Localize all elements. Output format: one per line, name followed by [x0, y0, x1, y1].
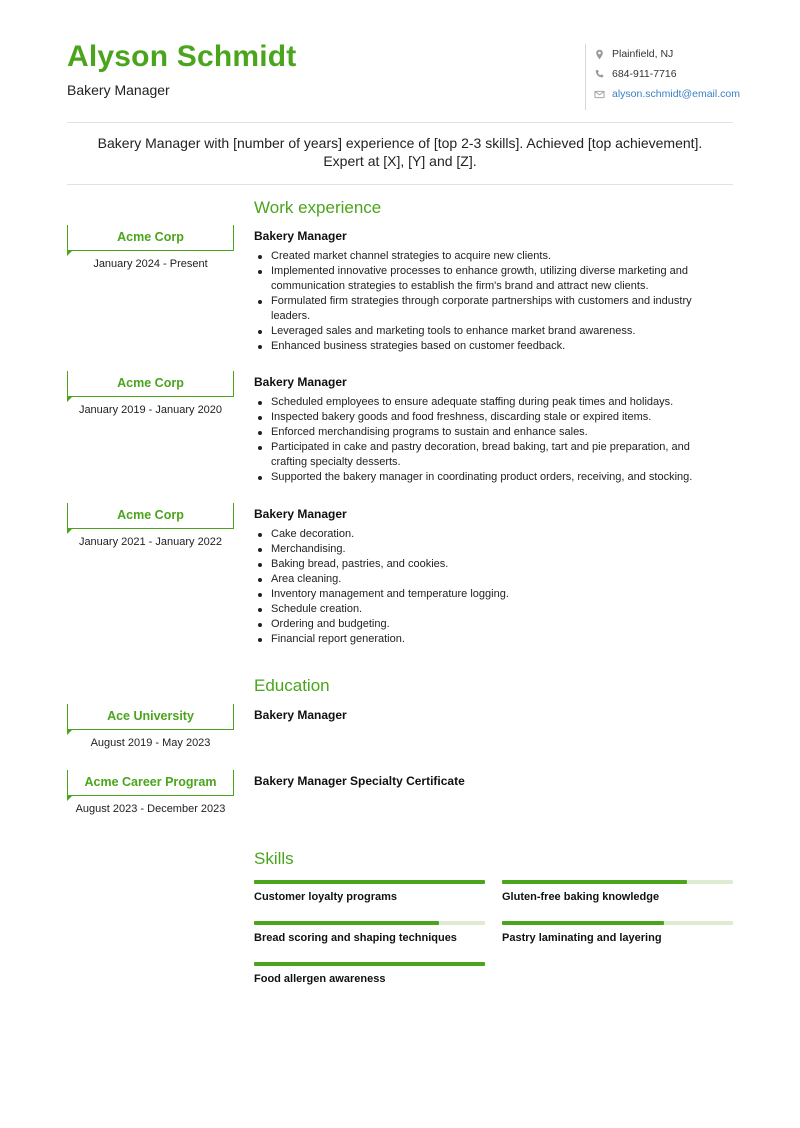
- list-item: Baking bread, pastries, and cookies.: [254, 557, 724, 572]
- skill-item: [502, 921, 733, 944]
- location-text: Plainfield, NJ: [612, 48, 674, 60]
- divider: [67, 184, 733, 185]
- skill-name: Pastry laminating and layering: [502, 932, 662, 944]
- phone-text: 684-911-7716: [612, 68, 677, 80]
- job-dates: January 2021 - January 2022: [78, 536, 223, 548]
- skill-item: [254, 962, 485, 985]
- list-item: Schedule creation.: [254, 602, 724, 617]
- company-tag: [67, 371, 234, 397]
- list-item: Leveraged sales and marketing tools to enhance market brand awareness.: [254, 324, 724, 339]
- job-bullets: [254, 249, 724, 354]
- skill-level-fill: [254, 962, 485, 966]
- contact-block: [585, 44, 740, 110]
- contact-location: [594, 44, 740, 64]
- tag-fold: [67, 528, 73, 534]
- mail-icon: [594, 89, 612, 100]
- job-role: Bakery Manager: [254, 507, 347, 521]
- skill-name: Food allergen awareness: [254, 973, 386, 985]
- tag-fold: [67, 396, 73, 402]
- school-name: Acme Career Program: [84, 775, 217, 789]
- skill-level-bar: [254, 880, 485, 884]
- list-item: Inspected bakery goods and food freshness, discarding stale or expired items.: [254, 410, 724, 425]
- list-item: Implemented innovative processes to enhance growth, utilizing diverse marketing and communication strategies to establish the firm's brand and attract new clients.: [254, 264, 724, 294]
- skill-level-bar: [502, 921, 733, 925]
- job-bullets: [254, 395, 724, 485]
- list-item: Financial report generation.: [254, 632, 724, 647]
- list-item: Cake decoration.: [254, 527, 724, 542]
- list-item: Enhanced business strategies based on customer feedback.: [254, 339, 724, 354]
- school-name: Ace University: [107, 709, 194, 723]
- degree-title: Bakery Manager Specialty Certificate: [254, 774, 465, 788]
- candidate-title: Bakery Manager: [67, 82, 170, 98]
- contact-email[interactable]: [594, 84, 740, 104]
- job-dates: January 2019 - January 2020: [78, 404, 223, 416]
- list-item: Created market channel strategies to acquire new clients.: [254, 249, 724, 264]
- school-tag: [67, 770, 234, 796]
- skill-name: Gluten-free baking knowledge: [502, 891, 660, 903]
- degree-title: Bakery Manager: [254, 708, 347, 722]
- section-title-skills: Skills: [254, 849, 294, 868]
- list-item: Supported the bakery manager in coordinating product orders, receiving, and stocking.: [254, 470, 724, 485]
- skill-level-bar: [254, 962, 485, 966]
- list-item: Participated in cake and pastry decoration, bread baking, tart and pie preparation, and crafting specialty desserts.: [254, 440, 724, 470]
- skill-name: Customer loyalty programs: [254, 891, 398, 903]
- company-tag: [67, 503, 234, 529]
- job-role: Bakery Manager: [254, 229, 347, 243]
- section-title-education: Education: [254, 676, 330, 695]
- job-bullets: [254, 527, 724, 647]
- tag-fold: [67, 729, 73, 735]
- profile-summary: Bakery Manager with [number of years] experience of [top 2-3 skills]. Achieved [top achievement]. Expert at [X], [Y] and [Z].: [97, 135, 703, 169]
- email-link[interactable]: alyson.schmidt@email.com: [612, 88, 740, 100]
- location-pin-icon: [594, 49, 612, 60]
- list-item: Merchandising.: [254, 542, 724, 557]
- skill-level-bar: [254, 921, 485, 925]
- company-name: Acme Corp: [117, 230, 184, 244]
- list-item: Scheduled employees to ensure adequate staffing during peak times and holidays.: [254, 395, 724, 410]
- skill-level-bar: [502, 880, 733, 884]
- list-item: Formulated firm strategies through corporate partnerships with customers and industry leaders.: [254, 294, 724, 324]
- list-item: Enforced merchandising programs to sustain and enhance sales.: [254, 425, 724, 440]
- skill-level-fill: [502, 880, 687, 884]
- list-item: Ordering and budgeting.: [254, 617, 724, 632]
- company-name: Acme Corp: [117, 376, 184, 390]
- company-tag: [67, 225, 234, 251]
- skill-item: [254, 880, 485, 903]
- list-item: Area cleaning.: [254, 572, 724, 587]
- company-name: Acme Corp: [117, 508, 184, 522]
- job-role: Bakery Manager: [254, 375, 347, 389]
- skill-name: Bread scoring and shaping techniques: [254, 932, 457, 944]
- education-dates: August 2019 - May 2023: [90, 737, 211, 749]
- divider: [67, 122, 733, 123]
- candidate-name: Alyson Schmidt: [67, 40, 297, 73]
- contact-phone: [594, 64, 740, 84]
- skill-item: [254, 921, 485, 944]
- skill-level-fill: [254, 921, 439, 925]
- skill-level-fill: [254, 880, 485, 884]
- job-dates: January 2024 - Present: [93, 258, 208, 270]
- skill-level-fill: [502, 921, 664, 925]
- tag-fold: [67, 795, 73, 801]
- list-item: Inventory management and temperature logging.: [254, 587, 724, 602]
- education-dates: August 2023 - December 2023: [75, 803, 226, 815]
- school-tag: [67, 704, 234, 730]
- skill-item: [502, 880, 733, 903]
- tag-fold: [67, 250, 73, 256]
- phone-icon: [594, 69, 612, 80]
- section-title-work: Work experience: [254, 198, 382, 217]
